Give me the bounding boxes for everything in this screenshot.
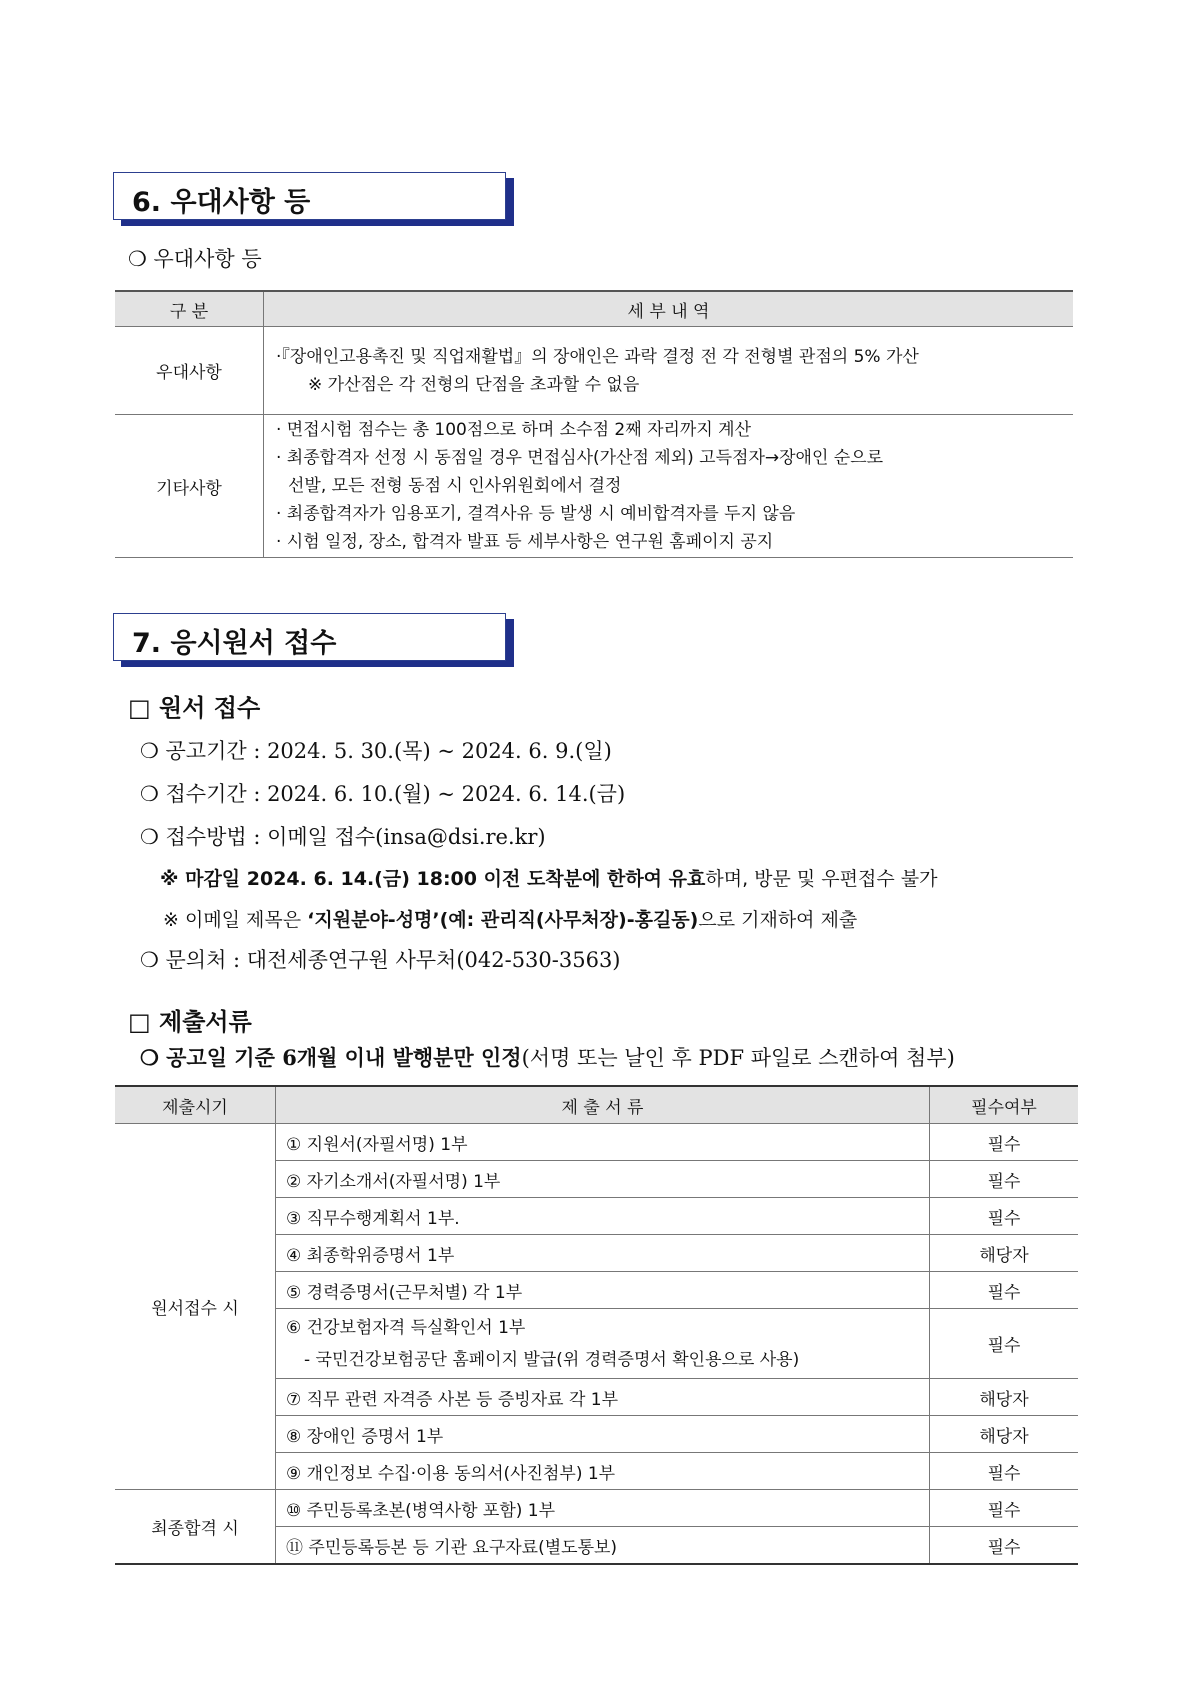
row-details <box>264 327 1074 415</box>
doc-name: ⑤ 경력증명서(근무처별) 각 1부 <box>276 1272 930 1309</box>
section-7-heading-box <box>113 613 506 661</box>
doc-name: ⑨ 개인정보 수집·이용 동의서(사진첨부) 1부 <box>276 1453 930 1490</box>
docs-note-bold: ❍ 공고일 기준 6개월 이내 발행분만 인정 <box>140 1045 522 1070</box>
table-row <box>115 1124 1078 1161</box>
deadline-note-rest: 하며, 방문 및 우편접수 불가 <box>705 868 938 890</box>
deadline-note <box>160 864 937 891</box>
docs-title: □ 제출서류 <box>128 1008 252 1036</box>
doc-required: 해당자 <box>930 1379 1079 1416</box>
section-7-heading: 7. 응시원서 접수 <box>132 628 337 659</box>
receipt-title: □ 원서 접수 <box>128 694 261 722</box>
doc-name: ⑧ 장애인 증명서 1부 <box>276 1416 930 1453</box>
header-documents: 제 출 서 류 <box>276 1086 930 1124</box>
doc-required: 필수 <box>930 1490 1079 1527</box>
detail-line: ※ 가산점은 각 전형의 단점을 초과할 수 없음 <box>308 374 640 395</box>
section-6-heading-box <box>113 172 506 220</box>
doc-required: 필수 <box>930 1309 1079 1379</box>
doc-required: 필수 <box>930 1161 1079 1198</box>
detail-line: 선발, 모든 전형 동점 시 인사위원회에서 결정 <box>288 476 622 496</box>
doc-required: 필수 <box>930 1198 1079 1235</box>
doc-name: ⑦ 직무 관련 자격증 사본 등 증빙자료 각 1부 <box>276 1379 930 1416</box>
row-details <box>264 415 1074 558</box>
email-note-pre: ※ 이메일 제목은 <box>163 909 308 931</box>
detail-line: · 시험 일정, 장소, 합격자 발표 등 세부사항은 연구원 홈페이지 공지 <box>276 532 774 552</box>
doc-name-multiline <box>276 1309 930 1379</box>
doc-required: 해당자 <box>930 1416 1079 1453</box>
notice-period: ❍ 공고기간 : 2024. 5. 30.(목) ~ 2024. 6. 9.(일) <box>140 739 612 763</box>
table-row <box>115 415 1073 558</box>
doc-required: 해당자 <box>930 1235 1079 1272</box>
docs-note-rest: (서명 또는 날인 후 PDF 파일로 스캔하여 첨부) <box>521 1046 955 1070</box>
receipt-period: ❍ 접수기간 : 2024. 6. 10.(월) ~ 2024. 6. 14.(금) <box>140 782 626 806</box>
doc-name: ⑥ 건강보험자격 득실확인서 1부 <box>286 1317 526 1338</box>
email-note-post: 으로 기재하여 제출 <box>698 909 858 931</box>
doc-subnote: - 국민건강보험공단 홈페이지 발급(위 경력증명서 확인용으로 사용) <box>304 1349 800 1370</box>
table-row <box>115 1490 1078 1527</box>
deadline-note-bold: ※ 마감일 2024. 6. 14.(금) 18:00 이전 도착분에 한하여 유효 <box>160 868 706 890</box>
row-label: 기타사항 <box>115 415 264 558</box>
docs-note <box>140 1042 955 1072</box>
doc-name: ④ 최종학위증명서 1부 <box>276 1235 930 1272</box>
doc-required: 필수 <box>930 1453 1079 1490</box>
doc-required: 필수 <box>930 1272 1079 1309</box>
doc-name: ② 자기소개서(자필서명) 1부 <box>276 1161 930 1198</box>
group-label-application: 원서접수 시 <box>115 1124 276 1490</box>
contact: ❍ 문의처 : 대전세종연구원 사무처(042-530-3563) <box>140 948 621 972</box>
detail-line: ·『장애인고용촉진 및 직업재활법』의 장애인은 과락 결정 전 각 전형별 관점의 5% 가산 <box>276 346 919 367</box>
documents-table <box>115 1085 1078 1565</box>
detail-line: · 최종합격자가 임용포기, 결격사유 등 발생 시 예비합격자를 두지 않음 <box>276 504 796 524</box>
doc-name: ⑩ 주민등록초본(병역사항 포함) 1부 <box>276 1490 930 1527</box>
email-subject-note <box>163 905 857 932</box>
group-label-final: 최종합격 시 <box>115 1490 276 1565</box>
receipt-method: ❍ 접수방법 : 이메일 접수(insa@dsi.re.kr) <box>140 825 546 849</box>
header-details: 세 부 내 역 <box>264 291 1074 327</box>
table-header-row <box>115 1086 1078 1124</box>
section-6-subheading: ❍ 우대사항 등 <box>128 247 262 271</box>
detail-line: · 면접시험 점수는 총 100점으로 하며 소수점 2째 자리까지 계산 <box>276 420 752 440</box>
doc-name: ① 지원서(자필서명) 1부 <box>276 1124 930 1161</box>
header-timing: 제출시기 <box>115 1086 276 1124</box>
table-header-row <box>115 291 1073 327</box>
doc-required: 필수 <box>930 1124 1079 1161</box>
preference-table <box>115 290 1073 558</box>
section-6-heading: 6. 우대사항 등 <box>132 187 311 218</box>
doc-name: ⑪ 주민등록등본 등 기관 요구자료(별도통보) <box>276 1527 930 1565</box>
header-category: 구 분 <box>115 291 264 327</box>
row-label: 우대사항 <box>115 327 264 415</box>
detail-line: · 최종합격자 선정 시 동점일 경우 면접심사(가산점 제외) 고득점자→장애인 순으로 <box>276 448 884 468</box>
doc-name: ③ 직무수행계획서 1부. <box>276 1198 930 1235</box>
doc-required: 필수 <box>930 1527 1079 1565</box>
table-row <box>115 327 1073 415</box>
email-note-bold: ‘지원분야-성명’(예: 관리직(사무처장)-홍길동) <box>307 909 699 931</box>
header-required: 필수여부 <box>930 1086 1079 1124</box>
